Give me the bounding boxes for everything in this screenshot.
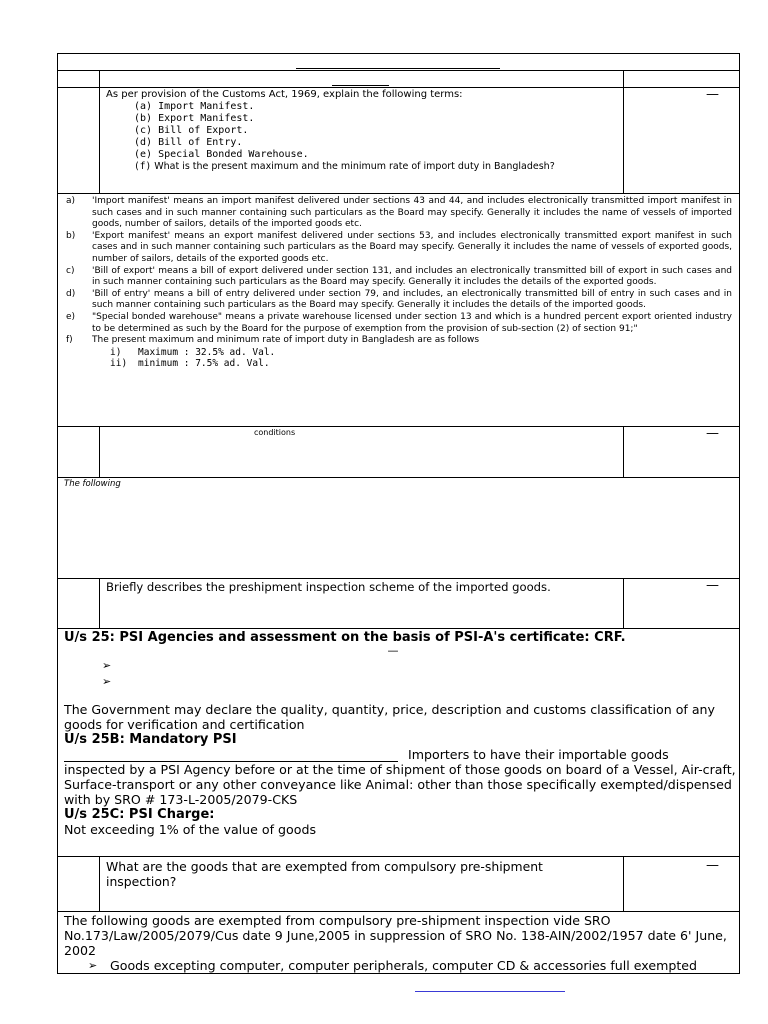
question-1-item: (a) Import Manifest. [134,101,255,112]
question-1-item: (f) What is the present maximum and the minimum rate of import duty in Bangladesh? [134,161,555,172]
question-2-mark: — [706,426,719,441]
paragraph-psi-charge: Not exceeding 1% of the value of goods [64,822,317,837]
answer-1-item: a) 'Import manifest' means an import manifest delivered under sections 43 and 44, and includes electronically transmitted import manifest in such cases and in such manner containing such particulars as the Board may specify. Generally it includes the name of vessels of imported goods, number of sailors, details of the imported goods etc. [66,196,732,230]
answer-4-text: The following goods are exempted from compulsory pre-shipment inspection vide SRO No.173/Law/2005/2079/Cus date 9 June,2005 in suppression of SRO No. 138-AIN/2002/1957 date 6' June, 2002 [64,913,727,958]
rate-item: i) Maximum : 32.5% ad. Val. [110,346,276,358]
answer-4 [64,913,736,973]
answer-1-item: c) 'Bill of export' means a bill of export delivered under section 131, and includes an electronically transmitted bill of export in such cases and in such manner containing such particulars as the Board may specify. Generally it includes the details of the exported goods. [66,265,732,288]
answer-1-item: d) 'Bill of entry' means a bill of entry delivered under section 79, and includes, an electronically transmitted bill of entry in such cases and in such manner containing such particulars as the Board may specify. Generally it includes the details of the imported goods. [66,288,732,311]
question-1-item: (e) Special Bonded Warehouse. [134,149,309,160]
question-3-text: Briefly describes the preshipment inspection scheme of the imported goods. [106,580,551,594]
rate-list [66,347,732,370]
question-2-text: conditions [254,428,296,437]
question-1-item: (d) Bill of Entry. [134,137,243,148]
question-4-text: What are the goods that are exempted from compulsory pre-shipment inspection? [106,859,543,889]
answer-1-item: e) "Special bonded warehouse" means a private warehouse licensed under section 13 and which is a hundred percent export oriented industry to be determined as such by the Board for the purpose of exemption from the provision of sub-section (2) of section 91;" [66,311,732,334]
section-heading-25b: U/s 25B: Mandatory PSI [64,732,237,747]
question-1-items [106,101,616,173]
bullet-marker: ➢ [88,959,98,972]
question-1 [106,89,616,173]
blank-line [64,749,398,762]
rate-item: ii) minimum : 7.5% ad. Val. [110,358,270,370]
answer-1-item: b) 'Export manifest' means an export manifest delivered under sections 53, and includes electronically transmitted export manifest in such cases and in such manner containing such particulars as the Board may specify. Generally it includes the name of vessels of exported goods, number of sailors, details of the exported goods etc. [66,230,732,264]
bullet-marker: ➢ [102,675,112,688]
bullet-marker: ➢ [102,659,112,672]
question-3-mark: — [706,578,719,593]
answer-2-text: The following [64,479,121,489]
paragraph-mandatory-psi: Importers to have their importable goods inspected by a PSI Agency before or at the time of shipment of those goods on board of a Vessel, Air-craft, Surface-transport or any other conveyance like Animal: other than those specifically exempted/dispensed with by SRO # 173-L-2005/2079-CKS [64,747,736,807]
section-heading-25: U/s 25: PSI Agencies and assessment on the basis of PSI-A's certificate: CRF. [64,630,626,645]
link-underline[interactable] [415,991,565,992]
paragraph-declare: The Government may declare the quality, quantity, price, description and customs classification of any goods for verification and certification [64,702,715,732]
exempt-item: ➢ Goods excepting computer, computer peripherals, computer CD & accessories full exempted [88,958,698,973]
answer-1 [66,196,732,370]
answer-1-item: f) The present maximum and minimum rate of import duty in Bangladesh are as follows [66,335,480,346]
bullet-list [64,658,736,690]
question-1-item: (b) Export Manifest. [134,113,255,124]
heading-mark: — [387,644,399,657]
question-1-item: (c) Bill of Export. [134,125,249,136]
question-4-mark: — [706,858,719,873]
section-heading-25c: U/s 25C: PSI Charge: [64,807,215,822]
question-1-intro: As per provision of the Customs Act, 1969, explain the following terms: [106,89,463,100]
answer-3 [64,630,736,837]
question-1-mark: — [706,87,719,102]
